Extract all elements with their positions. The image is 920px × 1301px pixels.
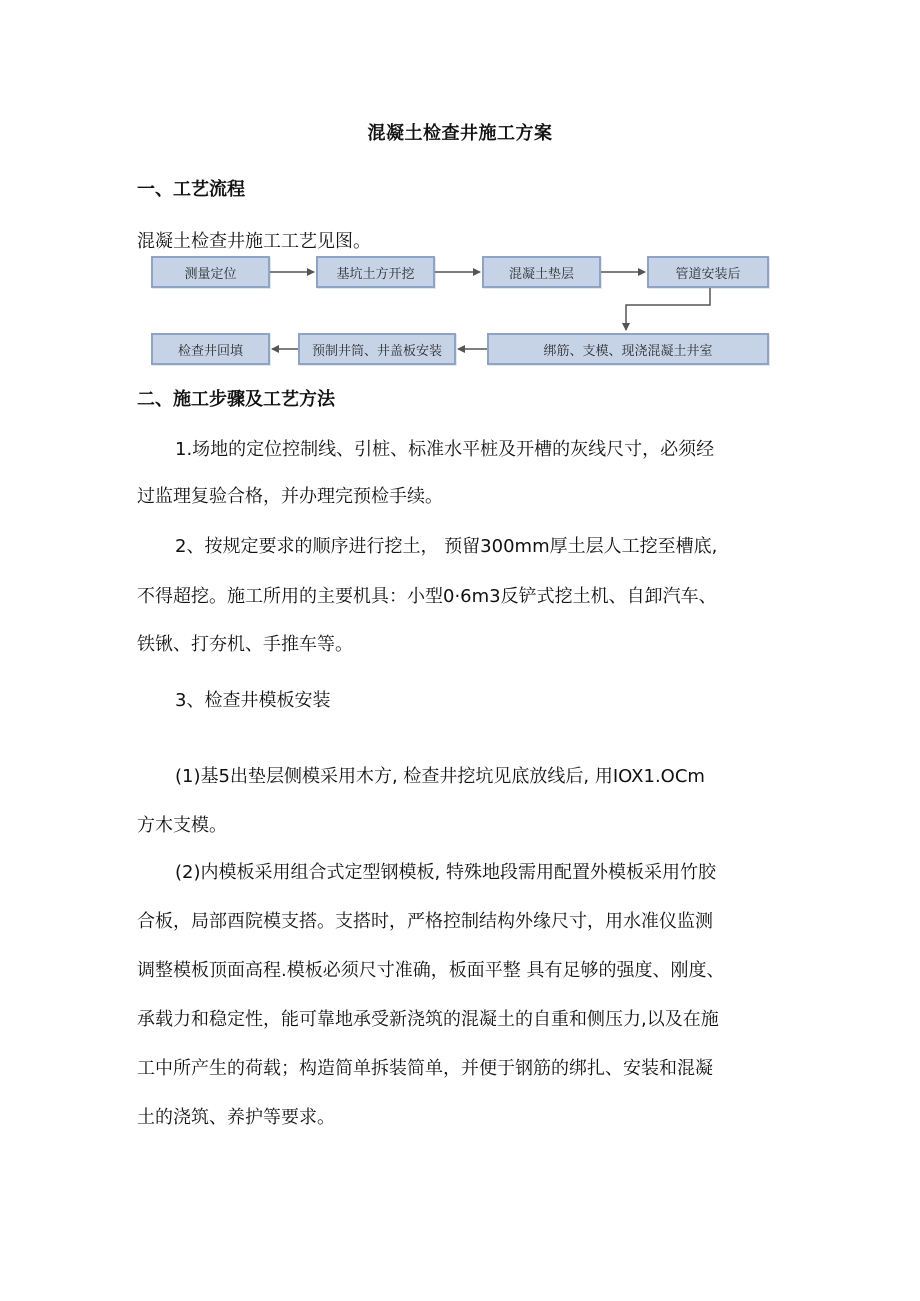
paragraph-5-line-1: (2)内模板采用组合式定型钢模板, 特殊地段需用配置外模板采用竹胶 [175,862,716,883]
flow-step-2: 基坑土方开挖 [316,256,435,288]
section-1-intro: 混凝土检查井施工工艺见图。 [137,231,371,252]
paragraph-5-line-6: 土的浇筑、养护等要求。 [137,1107,335,1128]
paragraph-5-line-5: 工中所产生的荷载；构造简单拆装简单，并便于钢筋的绑扎、安装和混凝 [137,1058,713,1079]
document-title: 混凝土检查井施工方案 [367,123,553,144]
flow-step-3: 混凝土垫层 [482,256,601,288]
paragraph-2-line-2: 不得超挖。施工所用的主要机具：小型0·6m3反铲式挖土机、自卸汽车、 [137,586,717,607]
paragraph-4-line-2: 方木支模。 [137,815,227,836]
paragraph-5-line-3: 调整模板顶面高程.模板必须尺寸准确，板面平整 具有足够的强度、刚度、 [137,960,725,981]
section-2-heading: 二、施工步骤及工艺方法 [137,389,335,410]
arrow-4-5 [626,288,710,330]
flow-step-5: 绑筋、支模、现浇混凝土井室 [487,333,769,365]
paragraph-3: 3、检查井模板安装 [175,690,331,711]
paragraph-5-line-4: 承载力和稳定性，能可靠地承受新浇筑的混凝土的自重和侧压力,以及在施 [137,1009,719,1030]
section-1-heading: 一、工艺流程 [137,179,245,200]
paragraph-1-line-1: 1.场地的定位控制线、引桩、标准水平桩及开槽的灰线尺寸，必须经 [175,439,715,460]
paragraph-5-line-2: 合板，局部酉院模支搭。支搭时，严格控制结构外缘尺寸，用水准仪监测 [137,911,713,932]
paragraph-2-line-1: 2、按规定要求的顺序进行挖土， 预留300mm厚土层人工挖至槽底, [175,536,718,557]
flow-step-6: 预制井筒、井盖板安装 [298,333,456,365]
paragraph-2-line-3: 铁锹、打夯机、手推车等。 [137,634,353,655]
paragraph-4-line-1: (1)基5出垫层侧模采用木方, 检查井挖坑见底放线后, 用IOX1.OCm [175,766,705,787]
flow-step-7: 检查井回填 [151,333,270,365]
flow-step-4: 管道安装后 [647,256,769,288]
paragraph-1-line-2: 过监理复验合格，并办理完预检手续。 [137,486,443,507]
flow-step-1: 测量定位 [151,256,270,288]
